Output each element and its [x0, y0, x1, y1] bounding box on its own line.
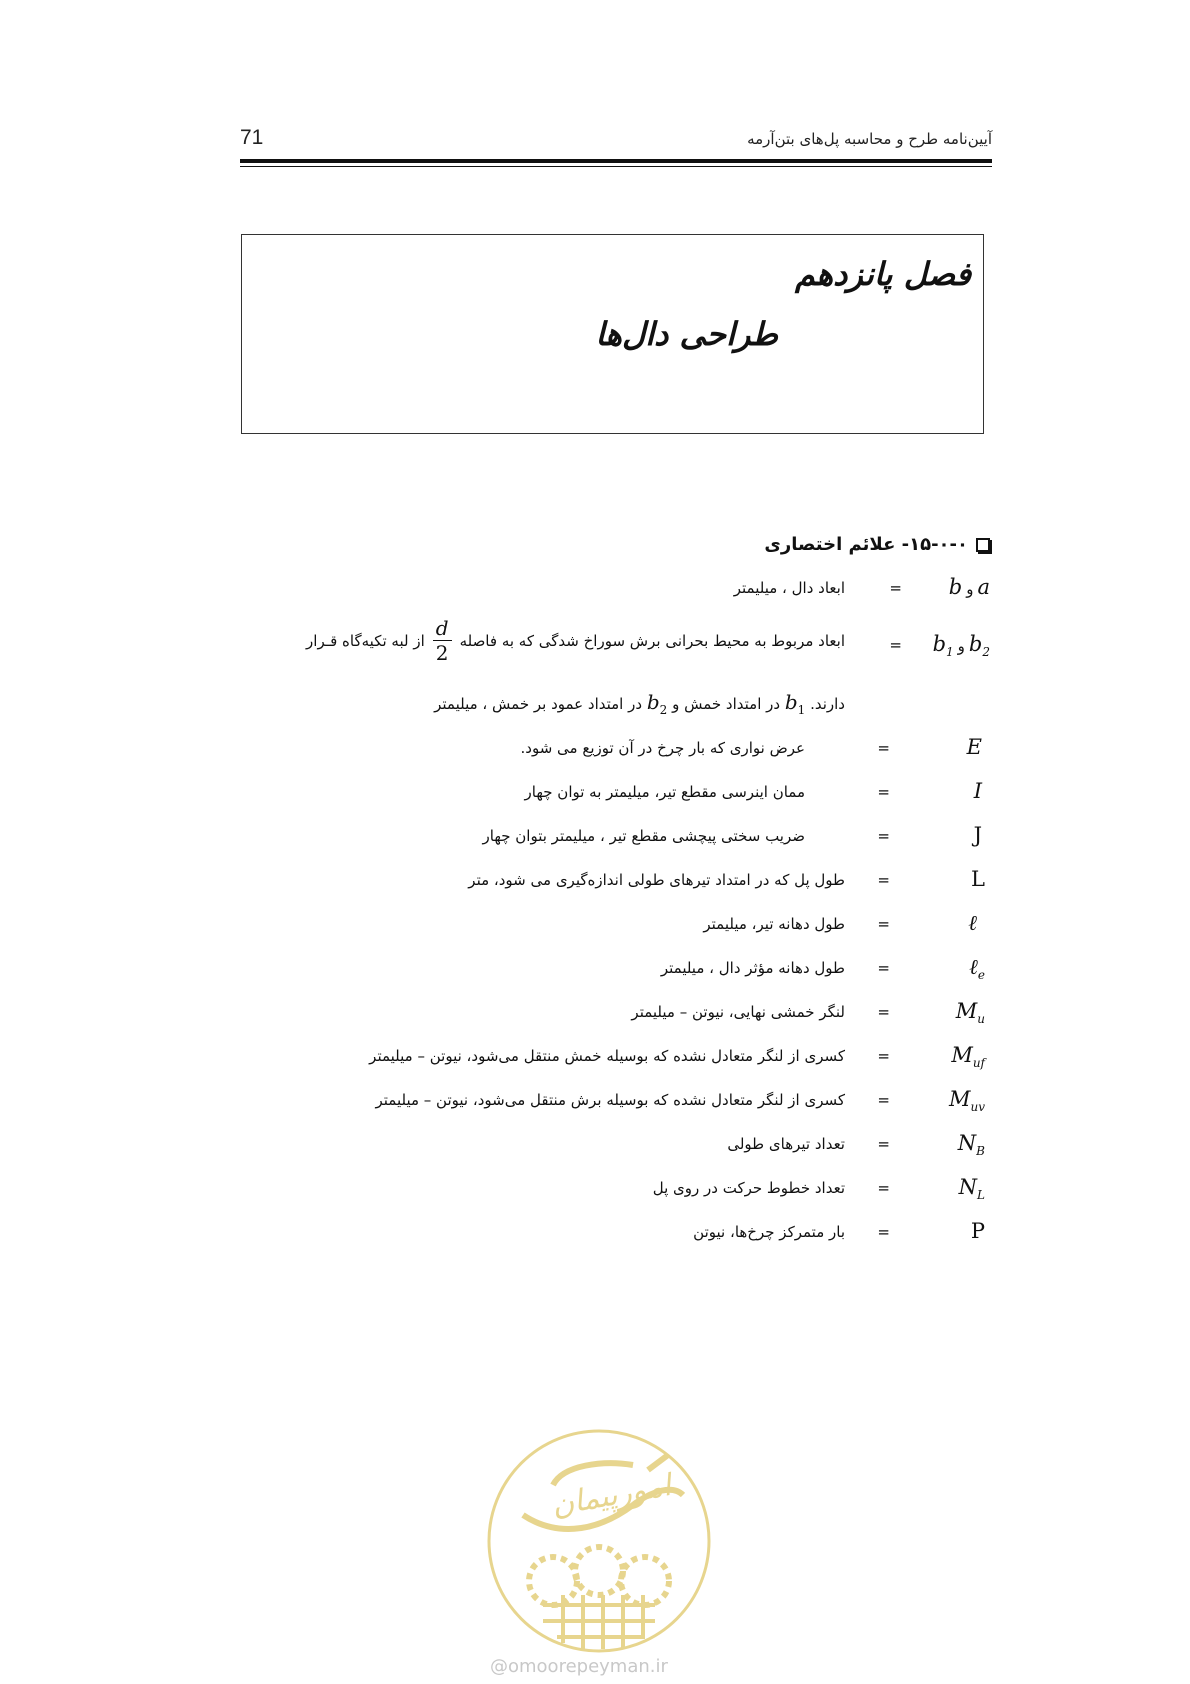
notation-description: کسری از لنگر متعادل نشده که بوسیله برش منتقل می‌شود، نیوتن – میلیمتر	[375, 1091, 845, 1109]
symbol-b1: $b_1$	[932, 632, 954, 659]
notation-description-line2: دارند. $b_1$ در امتداد خمش و $b_2$ در امتداد عمود بر خمش ، میلیمتر	[434, 690, 845, 717]
notation-description: عرض نواری که بار چرخ در آن توزیع می شود.	[520, 739, 805, 757]
fraction-d-over-2: $\frac{d}{2}$	[433, 616, 452, 665]
notation-row	[0, 1175, 1190, 1209]
equals-sign: =	[877, 871, 890, 889]
checkbox-icon	[976, 538, 990, 552]
notation-row	[0, 955, 1190, 989]
notation-description: لنگر خمشی نهایی، نیوتن – میلیمتر	[631, 1003, 845, 1021]
notation-row	[0, 1219, 1190, 1253]
notation-description: تعداد خطوط حرکت در روی پل	[652, 1179, 845, 1197]
notation-symbol: E	[966, 735, 982, 759]
notation-row	[0, 823, 1190, 857]
notation-row	[0, 999, 1190, 1033]
equals-sign: =	[877, 1135, 890, 1153]
equals-sign: =	[889, 636, 902, 654]
equals-sign: =	[877, 915, 890, 933]
notation-symbol: L	[971, 867, 985, 891]
notation-symbol: $M_{uf}$	[951, 1043, 985, 1070]
conjunction-and: و	[966, 580, 974, 598]
section-heading-text: ۱۵-۰-۰- علائم اختصاری	[764, 534, 968, 555]
chapter-title-box	[241, 234, 984, 434]
equals-sign: =	[877, 1091, 890, 1109]
equals-sign: =	[877, 1003, 890, 1021]
notation-description: ضریب سختی پیچشی مقطع تیر ، میلیمتر بتوان چهار	[482, 827, 805, 845]
notation-row-ab	[0, 575, 1190, 609]
running-header: آیین‌نامه طرح و محاسبه پل‌های بتن‌آرمه	[747, 130, 992, 148]
notation-symbol: ℓ	[968, 911, 977, 935]
notation-description: ابعاد دال ، میلیمتر	[733, 579, 845, 597]
notation-symbol: J	[973, 823, 982, 847]
symbol-a: a	[977, 575, 990, 599]
symbol-b1: $b_1$	[784, 690, 806, 717]
notation-description: طول دهانه مؤثر دال ، میلیمتر	[660, 959, 845, 977]
equals-sign: =	[877, 783, 890, 801]
notation-description: طول دهانه تیر، میلیمتر	[703, 915, 845, 933]
header-rule-thick	[240, 159, 992, 163]
watermark-seal-logo	[483, 1425, 715, 1657]
notation-row	[0, 779, 1190, 813]
section-heading	[764, 534, 990, 555]
notation-symbol: $N_L$	[958, 1175, 985, 1202]
notation-description-line1: ابعاد مربوط به محیط بحرانی برش سوراخ شدگی که به فاصله $\frac{d}{2}$ از لبه تکیه‌گاه قـرار	[306, 616, 845, 665]
notation-row	[0, 911, 1190, 945]
conjunction-and: و	[957, 637, 965, 655]
watermark-url: @omoorepeyman.ir	[490, 1656, 668, 1677]
notation-description: بار متمرکز چرخ‌ها، نیوتن	[693, 1223, 845, 1241]
notation-row-b1-b2-continued	[0, 690, 1190, 724]
symbol-b2: $b_2$	[968, 632, 990, 659]
page-number: 71	[240, 126, 264, 149]
notation-description: کسری از لنگر متعادل نشده که بوسیله خمش منتقل می‌شود، نیوتن – میلیمتر	[369, 1047, 845, 1065]
equals-sign: =	[877, 739, 890, 757]
watermark-emblem-text: امورپیمان	[549, 1467, 674, 1524]
notation-row-b1-b2	[0, 616, 1190, 666]
notation-row	[0, 1043, 1190, 1077]
notation-symbol: $N_B$	[957, 1131, 985, 1158]
notation-symbol	[949, 575, 990, 599]
equals-sign: =	[877, 959, 890, 977]
header-rule-thin	[240, 166, 992, 167]
notation-row	[0, 1131, 1190, 1165]
notation-symbol: $M_u$	[955, 999, 985, 1026]
notation-description: تعداد تیرهای طولی	[727, 1135, 845, 1153]
notation-description: ممان اینرسی مقطع تیر، میلیمتر به توان چهار	[524, 783, 805, 801]
notation-symbol: $M_{uv}$	[948, 1087, 985, 1114]
equals-sign: =	[877, 827, 890, 845]
notation-row	[0, 1087, 1190, 1121]
equals-sign: =	[877, 1047, 890, 1065]
notation-symbol: I	[973, 779, 982, 803]
equals-sign: =	[877, 1223, 890, 1241]
notation-description: طول پل که در امتداد تیرهای طولی اندازه‌گیری می شود، متر	[468, 871, 845, 889]
notation-symbol: P	[970, 1219, 985, 1243]
notation-symbol	[933, 632, 990, 659]
equals-sign: =	[889, 579, 902, 597]
symbol-b: b	[948, 575, 963, 599]
notation-row	[0, 867, 1190, 901]
notation-row	[0, 735, 1190, 769]
chapter-title: طراحی دال‌ها	[595, 315, 778, 353]
symbol-b2: $b_2$	[646, 690, 668, 717]
chapter-number: فصل پانزدهم	[794, 255, 971, 293]
notation-symbol: ℓ$_e$	[969, 955, 985, 982]
equals-sign: =	[877, 1179, 890, 1197]
